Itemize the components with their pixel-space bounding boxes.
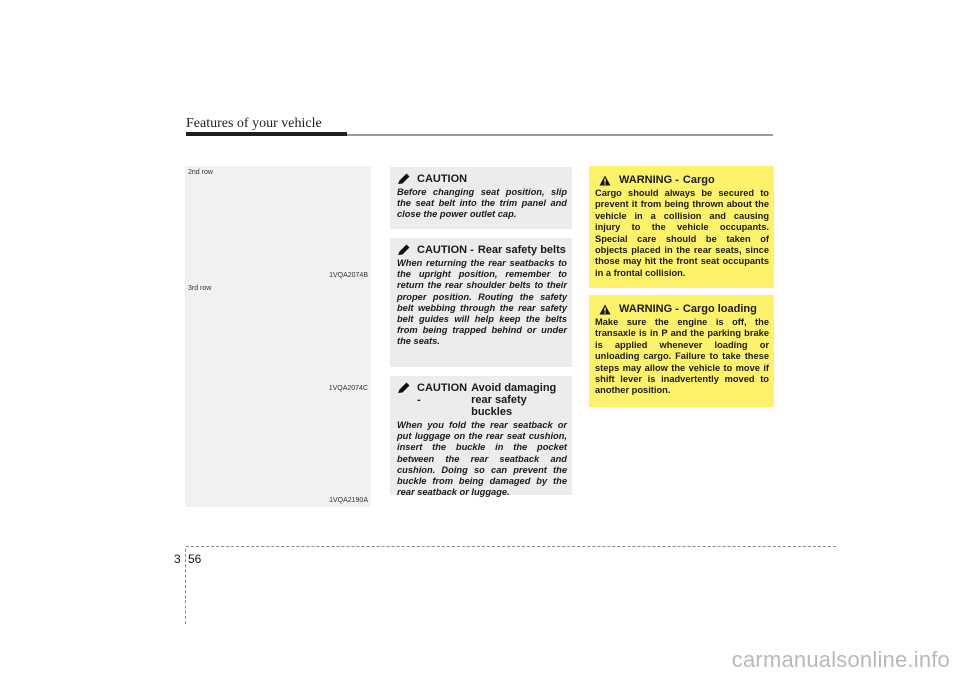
caution-text: Before changing seat position, slip the seat belt into the trim panel and close the power outlet cap.: [397, 187, 567, 220]
caution-subtitle: Avoid damaging rear safety buckles: [471, 382, 557, 418]
warning-triangle-icon: [599, 175, 611, 186]
warning-text: Make sure the engine is off, the transaxle is in P and the parking brake is applied whenever loading or unloading cargo. Failure to take these steps may allow the vehicle to move if shift lever is inadvertently moved to another position.: [595, 317, 769, 396]
caution-box-rear-safety-belts: [390, 238, 572, 367]
caution-text: When you fold the rear seatback or put luggage on the rear seat cushion, insert the buckle in the pocket between the rear seatback and cushion. Doing so can prevent the buckle from being damaged by the rear seatback or luggage.: [397, 420, 567, 498]
image-code: 1VQA2074B: [329, 272, 368, 279]
caution-title: CAUTION -: [417, 382, 468, 406]
header-title: Features of your vehicle: [186, 116, 322, 131]
caution-box-seat-position: [390, 167, 572, 229]
page-number: 56: [188, 552, 202, 566]
warning-box-cargo: [589, 166, 774, 288]
image-3rd-row: [185, 282, 371, 395]
warning-triangle-icon: [599, 304, 611, 315]
pencil-icon: [397, 244, 411, 256]
watermark: carmanualsonline.info: [731, 647, 950, 672]
warning-title: WARNING -: [619, 303, 679, 315]
caution-text: When returning the rear seatbacks to the upright position, remember to return the rear shoulder belts to their proper position. Routing the safety belt webbing through the rear safety belt guides will help keep the belts from being trapped behind or under the seats.: [397, 258, 567, 347]
caution-title: CAUTION: [417, 173, 468, 185]
image-code: 1VQA2074C: [328, 385, 368, 392]
warning-text: Cargo should always be secured to prevent it from being thrown about the vehicle in a collision and causing injury to the vehicle occupants. Special care should be taken of objects placed in the rear seats, since those may hit the front seat occupants in a frontal collision.: [595, 188, 769, 278]
warning-box-cargo-loading: [589, 295, 774, 407]
header-rule-accent: [186, 132, 347, 136]
footer-rule: [186, 546, 836, 547]
image-label: 3rd row: [188, 285, 212, 292]
warning-subtitle: Cargo: [682, 174, 715, 186]
warning-title: WARNING -: [619, 174, 679, 186]
pencil-icon: [397, 173, 411, 185]
warning-subtitle: Cargo loading: [682, 303, 757, 315]
image-label: 2nd row: [188, 169, 213, 176]
chapter-number: 3: [174, 552, 181, 566]
image-2nd-row: [185, 166, 371, 282]
caution-subtitle: Rear safety belts: [477, 244, 566, 256]
caution-title: CAUTION -: [417, 244, 474, 256]
image-code: 1VQA2190A: [329, 497, 368, 504]
image-buckle-pocket: [185, 395, 371, 507]
pencil-icon: [397, 382, 411, 394]
footer-divider: [185, 549, 186, 624]
caution-box-rear-safety-buckles: [390, 376, 572, 498]
